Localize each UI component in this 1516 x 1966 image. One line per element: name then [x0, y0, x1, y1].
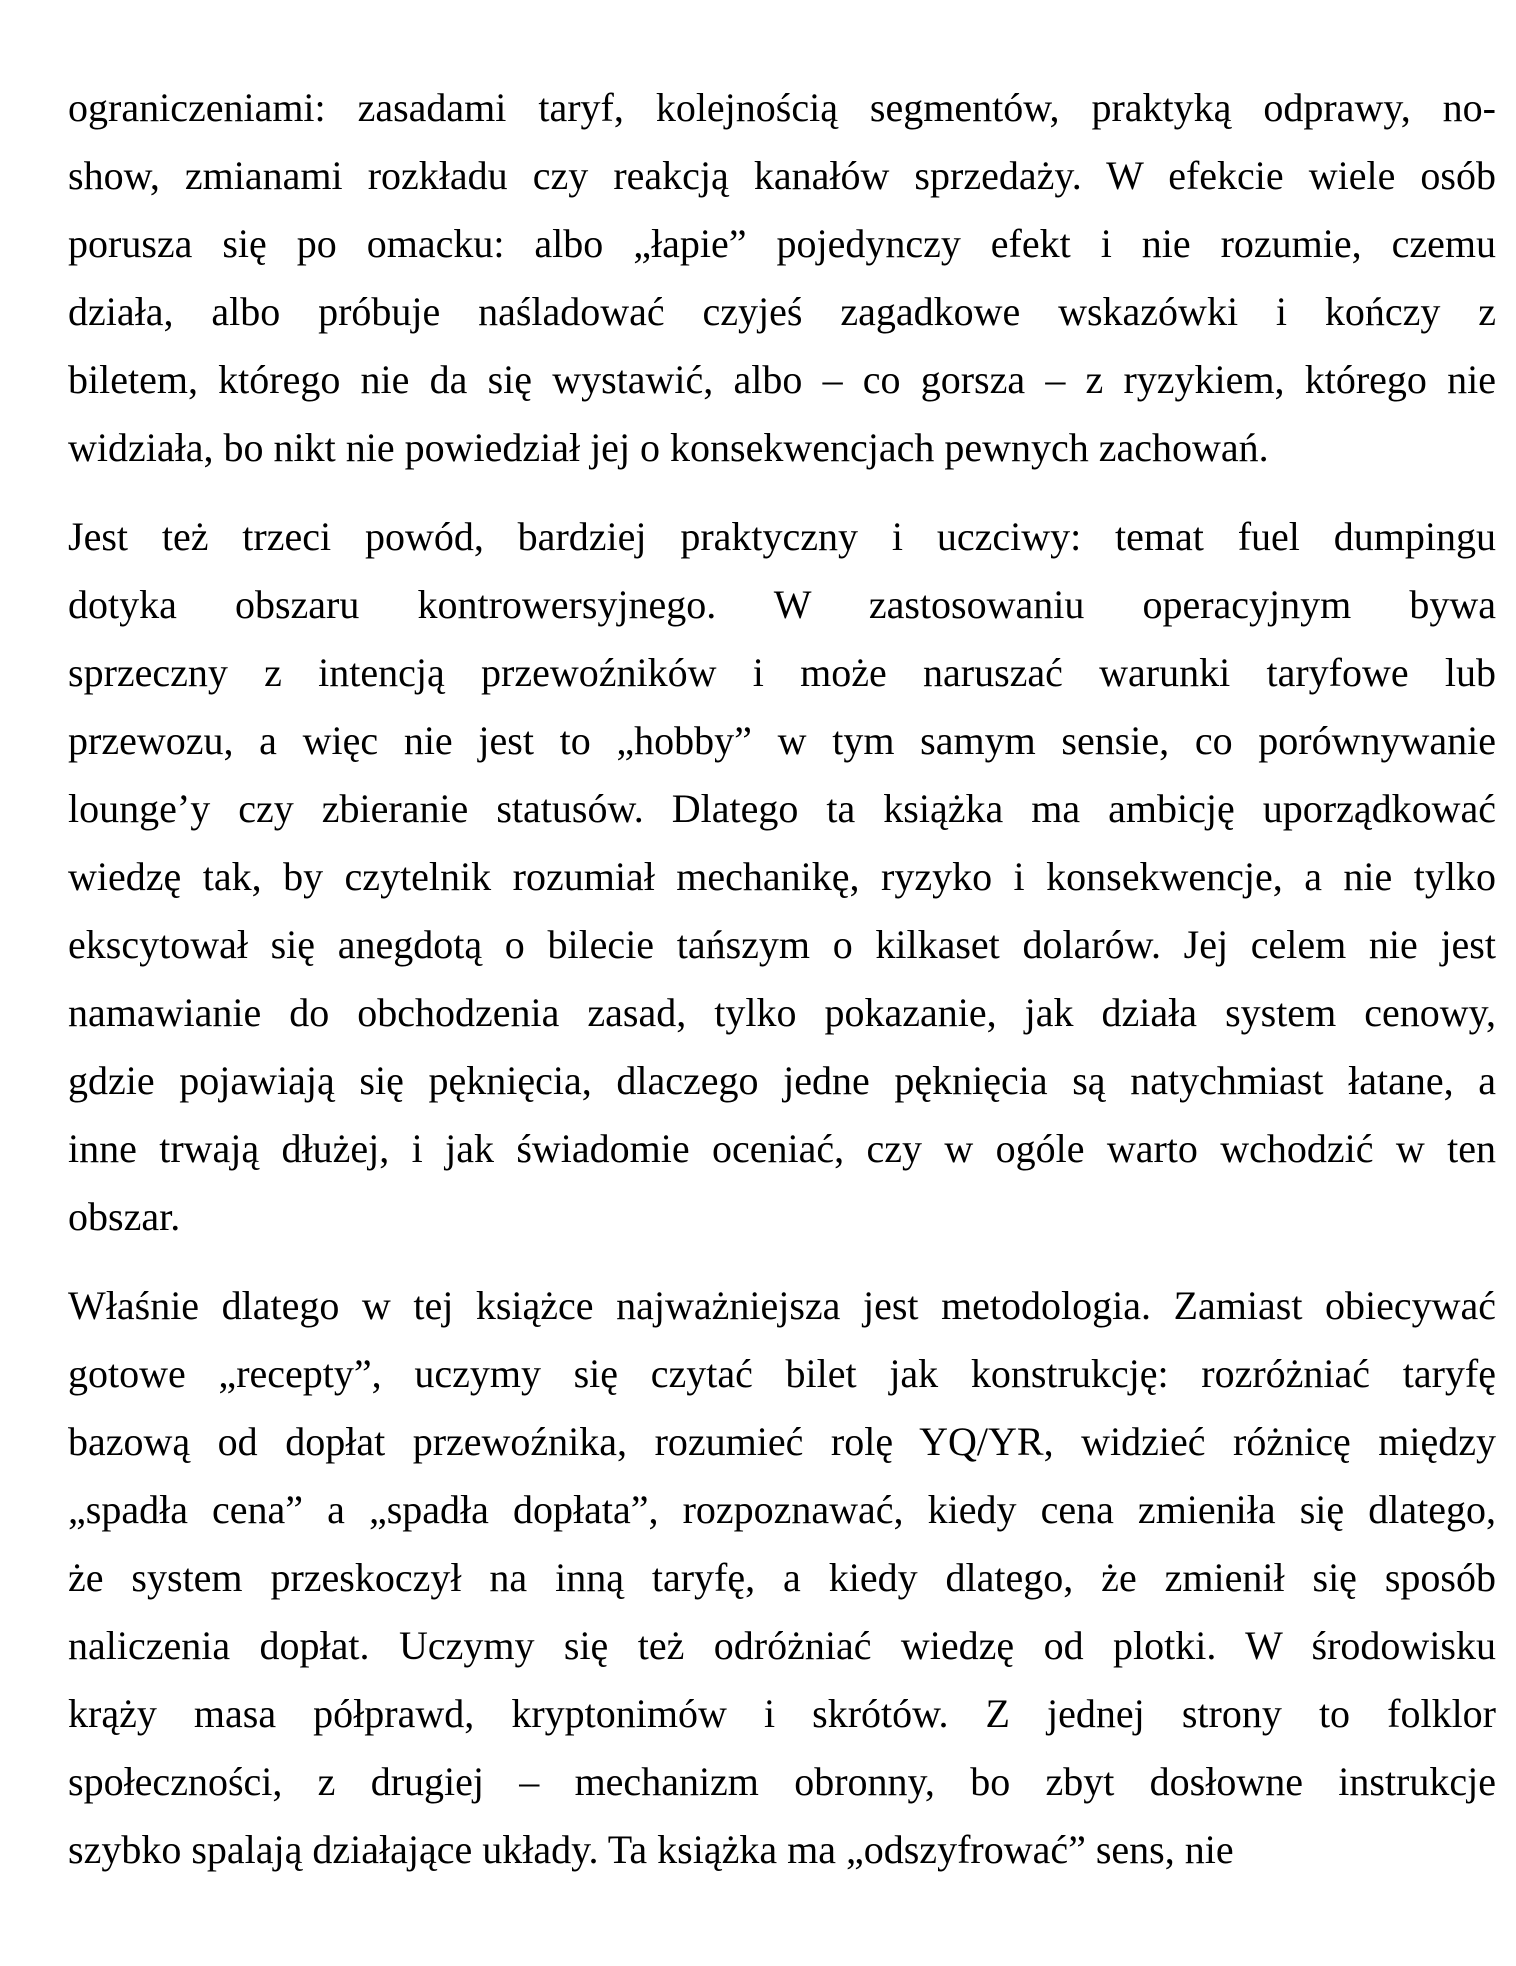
text-line: biletem, którego nie da się wystawić, albo – co gorsza – z ryzykiem, którego nie [68, 357, 1496, 402]
text-line: społeczności, z drugiej – mechanizm obronny, bo zbyt dosłowne instrukcje [68, 1759, 1496, 1804]
text-line: porusza się po omacku: albo „łapie” pojedynczy efekt i nie rozumie, czemu [68, 221, 1496, 266]
text-line: widziała, bo nikt nie powiedział jej o konsekwencjach pewnych zachowań. [68, 425, 1269, 470]
text-line: Jest też trzeci powód, bardziej praktyczny i uczciwy: temat fuel dumpingu [68, 514, 1496, 559]
text-line: sprzeczny z intencją przewoźników i może naruszać warunki taryfowe lub [68, 650, 1496, 695]
text-line: przewozu, a więc nie jest to „hobby” w tym samym sensie, co porównywanie [68, 718, 1496, 763]
text-line: naliczenia dopłat. Uczymy się też odróżniać wiedzę od plotki. W środowisku [68, 1623, 1496, 1668]
text-line: inne trwają dłużej, i jak świadomie oceniać, czy w ogóle warto wchodzić w ten [68, 1126, 1496, 1171]
paragraph [68, 74, 1496, 482]
text-line: szybko spalają działające układy. Ta książka ma „odszyfrować” sens, nie [68, 1827, 1234, 1872]
text-line: ograniczeniami: zasadami taryf, kolejnością segmentów, praktyką odprawy, no- [68, 85, 1496, 130]
text-line: ekscytował się anegdotą o bilecie tańszym o kilkaset dolarów. Jej celem nie jest [68, 922, 1496, 967]
paragraph [68, 503, 1496, 1251]
text-line: namawianie do obchodzenia zasad, tylko pokazanie, jak działa system cenowy, [68, 990, 1496, 1035]
text-line: Właśnie dlatego w tej książce najważniejsza jest metodologia. Zamiast obiecywać [68, 1283, 1496, 1328]
text-line: gotowe „recepty”, uczymy się czytać bilet jak konstrukcję: rozróżniać taryfę [68, 1351, 1496, 1396]
text-line: lounge’y czy zbieranie statusów. Dlatego ta książka ma ambicję uporządkować [68, 786, 1496, 831]
text-line: obszar. [68, 1194, 181, 1239]
text-line: gdzie pojawiają się pęknięcia, dlaczego jedne pęknięcia są natychmiast łatane, a [68, 1058, 1496, 1103]
text-line: wiedzę tak, by czytelnik rozumiał mechanikę, ryzyko i konsekwencje, a nie tylko [68, 854, 1496, 899]
text-line: że system przeskoczył na inną taryfę, a kiedy dlatego, że zmienił się sposób [68, 1555, 1496, 1600]
text-line: bazową od dopłat przewoźnika, rozumieć rolę YQ/YR, widzieć różnicę między [68, 1419, 1496, 1464]
text-line: „spadła cena” a „spadła dopłata”, rozpoznawać, kiedy cena zmieniła się dlatego, [68, 1487, 1496, 1532]
text-line: krąży masa półprawd, kryptonimów i skrótów. Z jednej strony to folklor [68, 1691, 1496, 1736]
text-line: dotyka obszaru kontrowersyjnego. W zastosowaniu operacyjnym bywa [68, 582, 1496, 627]
text-line: działa, albo próbuje naśladować czyjeś zagadkowe wskazówki i kończy z [68, 289, 1496, 334]
text-line: show, zmianami rozkładu czy reakcją kanałów sprzedaży. W efekcie wiele osób [68, 153, 1496, 198]
paragraph [68, 1272, 1496, 1884]
